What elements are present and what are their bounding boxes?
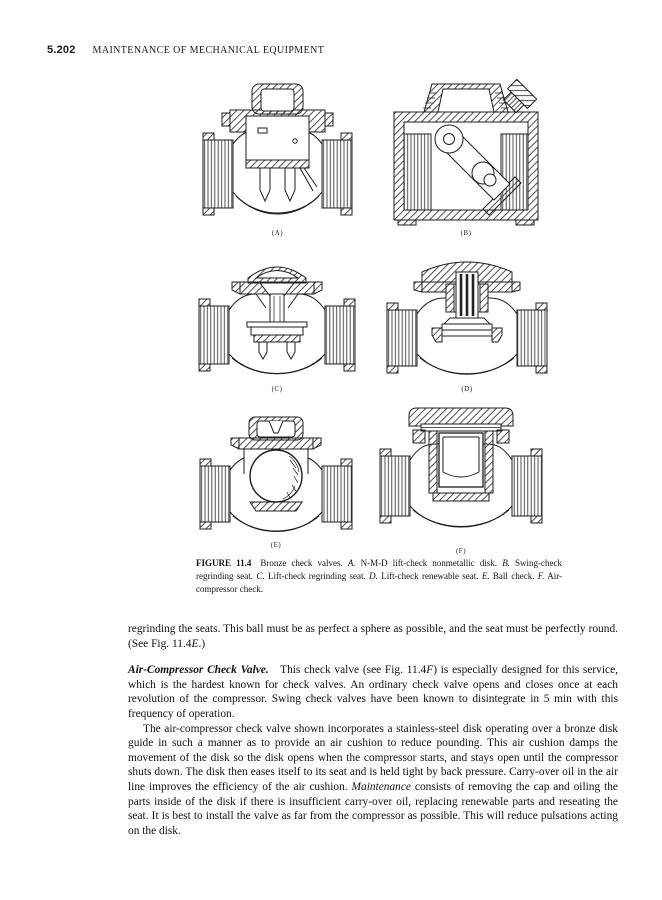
panel-label-e: (E)	[270, 541, 282, 549]
body-text	[128, 622, 618, 838]
text-segment: E	[191, 637, 199, 650]
text-segment: consists of removing the cap and oiling the parts inside of the disk if there is insufficient carry-over oil, replacing renewable parts and reseating the seat. It is best to install the valve as far from the compressor as possible. This will reduce pulsations acting on the disk.	[128, 780, 618, 837]
text-segment: Ball check.	[489, 571, 538, 581]
text-segment: N-M-D lift-check nonmetallic disk.	[355, 558, 503, 568]
text-segment: B.	[502, 558, 510, 568]
valve-panel-d	[384, 254, 550, 393]
valve-cross-section-e	[197, 414, 355, 538]
valve-panel-b	[386, 76, 546, 237]
valve-panel-a	[200, 80, 355, 237]
text-segment: .)	[198, 637, 206, 650]
page-header	[47, 44, 324, 56]
panel-label-d: (D)	[461, 385, 473, 393]
text-segment: regrinding the seats. This ball must be as perfect a sphere as possible, and the seat must be perfectly round. (See Fig. 11.4	[128, 623, 618, 650]
panel-label-c: (C)	[271, 385, 283, 393]
running-title: MAINTENANCE OF MECHANICAL EQUIPMENT	[92, 45, 325, 56]
panel-label-f: (F)	[455, 547, 467, 555]
valve-cross-section-f	[377, 404, 545, 544]
text-segment: C.	[256, 571, 265, 581]
valve-cross-section-a	[200, 80, 355, 226]
text-segment: E.	[481, 571, 490, 581]
valve-cross-section-c	[196, 250, 358, 382]
text-segment: Maintenance	[351, 780, 411, 793]
text-segment: Air-compressor check.	[196, 571, 563, 594]
text-segment: ) is especially designed for this service, which is the hardest known for check valves. An ordinary check valve opens and closes once at each revolution of the compressor. Swing check valves have been known to disintegrate in 5 min with this frequency of operation.	[128, 664, 618, 720]
text-segment: Lift-check regrinding seat.	[264, 571, 370, 581]
text-segment: Swing-check regrinding seat.	[196, 558, 563, 581]
valve-panel-e	[197, 414, 355, 549]
figure-caption-label: FIGURE 11.4	[196, 558, 252, 568]
text-segment: Lift-check renewable seat.	[377, 571, 482, 581]
valve-panel-c	[196, 250, 358, 393]
paragraph	[128, 622, 618, 651]
panel-label-b: (B)	[460, 229, 472, 237]
text-segment: Air-Compressor Check Valve.	[128, 664, 269, 677]
text-segment: A.	[347, 558, 356, 568]
text-segment: This check valve (see Fig. 11.4	[268, 664, 427, 677]
paragraph	[128, 663, 618, 721]
valve-panel-f	[377, 404, 545, 555]
text-segment: D.	[369, 571, 378, 581]
figure-caption	[196, 557, 562, 596]
paragraph	[128, 722, 618, 839]
valve-cross-section-d	[384, 254, 550, 382]
page-number: 5.202	[47, 44, 76, 56]
panel-label-a: (A)	[271, 229, 284, 237]
text-segment: The air-compressor check valve shown incorporates a stainless-steel disk operating over a bronze disk guide in such a manner as to provide an air cushion to reduce pounding. This air cushion damps the movement of the disk so the disk opens when the compressor starts, and stays open until the compressor shuts down. The disk then eases itself to its seat and is held tight by back pressure. Carry-over oil in the air line improves the efficiency of the air cushion.	[128, 722, 618, 793]
text-segment: F	[426, 664, 434, 677]
text-segment: Bronze check valves.	[260, 558, 348, 568]
valve-cross-section-b	[386, 76, 546, 226]
text-segment: F.	[537, 571, 545, 581]
